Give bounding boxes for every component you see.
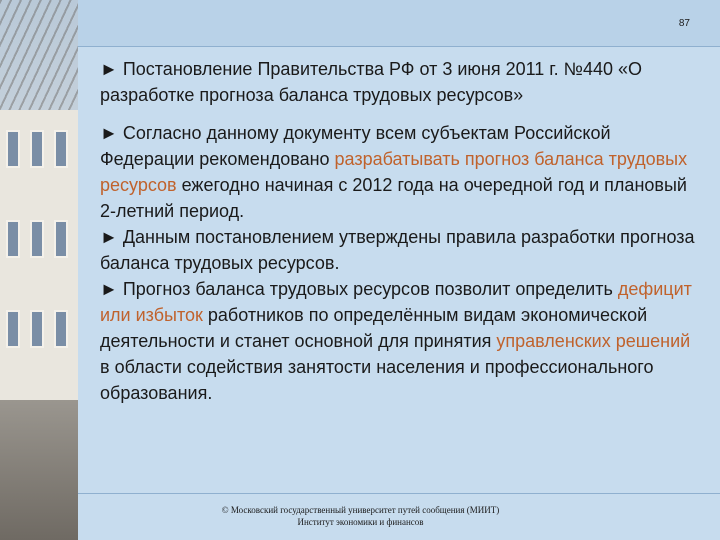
- paragraph-rules: [100, 224, 700, 276]
- text-segment: ► Согласно данному документу всем субъектам Российской Федерации рекомендовано: [100, 123, 611, 169]
- paragraph-forecast: [100, 276, 700, 406]
- text-segment: ► Постановление Правительства РФ от 3 июня 2011 г. №440 «О разработке прогноза баланса трудовых ресурсов»: [100, 59, 643, 105]
- highlight-text: управленских решений: [496, 331, 691, 351]
- footer-institute: Институт экономики и финансов: [297, 517, 424, 527]
- text-segment: работников по определённым видам экономической деятельности и станет основной для принятия: [100, 305, 648, 351]
- text-segment: ► Прогноз баланса трудовых ресурсов позволит определить: [100, 279, 618, 299]
- highlight-text: дефицит или избыток: [100, 279, 692, 325]
- header-divider: [78, 46, 720, 47]
- text-segment: в области содействия занятости населения и профессионального образования.: [100, 357, 654, 403]
- slide-body: [100, 56, 700, 406]
- slide-header-bar: [78, 0, 720, 46]
- footer-divider: [78, 493, 720, 494]
- page-number: 87: [678, 18, 690, 29]
- paragraph-decree: [100, 56, 700, 108]
- text-segment: ежегодно начиная с 2012 года на очередной год и плановый 2-летний период.: [100, 175, 687, 221]
- footer-university: © Московский государственный университет путей сообщения (МИИТ): [221, 505, 500, 515]
- footer: [78, 504, 643, 528]
- side-photo: [0, 0, 78, 540]
- paragraph-recommendation: [100, 120, 700, 224]
- highlight-text: разрабатывать прогноз баланса трудовых ресурсов: [100, 149, 688, 195]
- text-segment: ► Данным постановлением утверждены правила разработки прогноза баланса трудовых ресурсов.: [100, 227, 695, 273]
- building-facade: [0, 110, 78, 410]
- ground: [0, 400, 78, 540]
